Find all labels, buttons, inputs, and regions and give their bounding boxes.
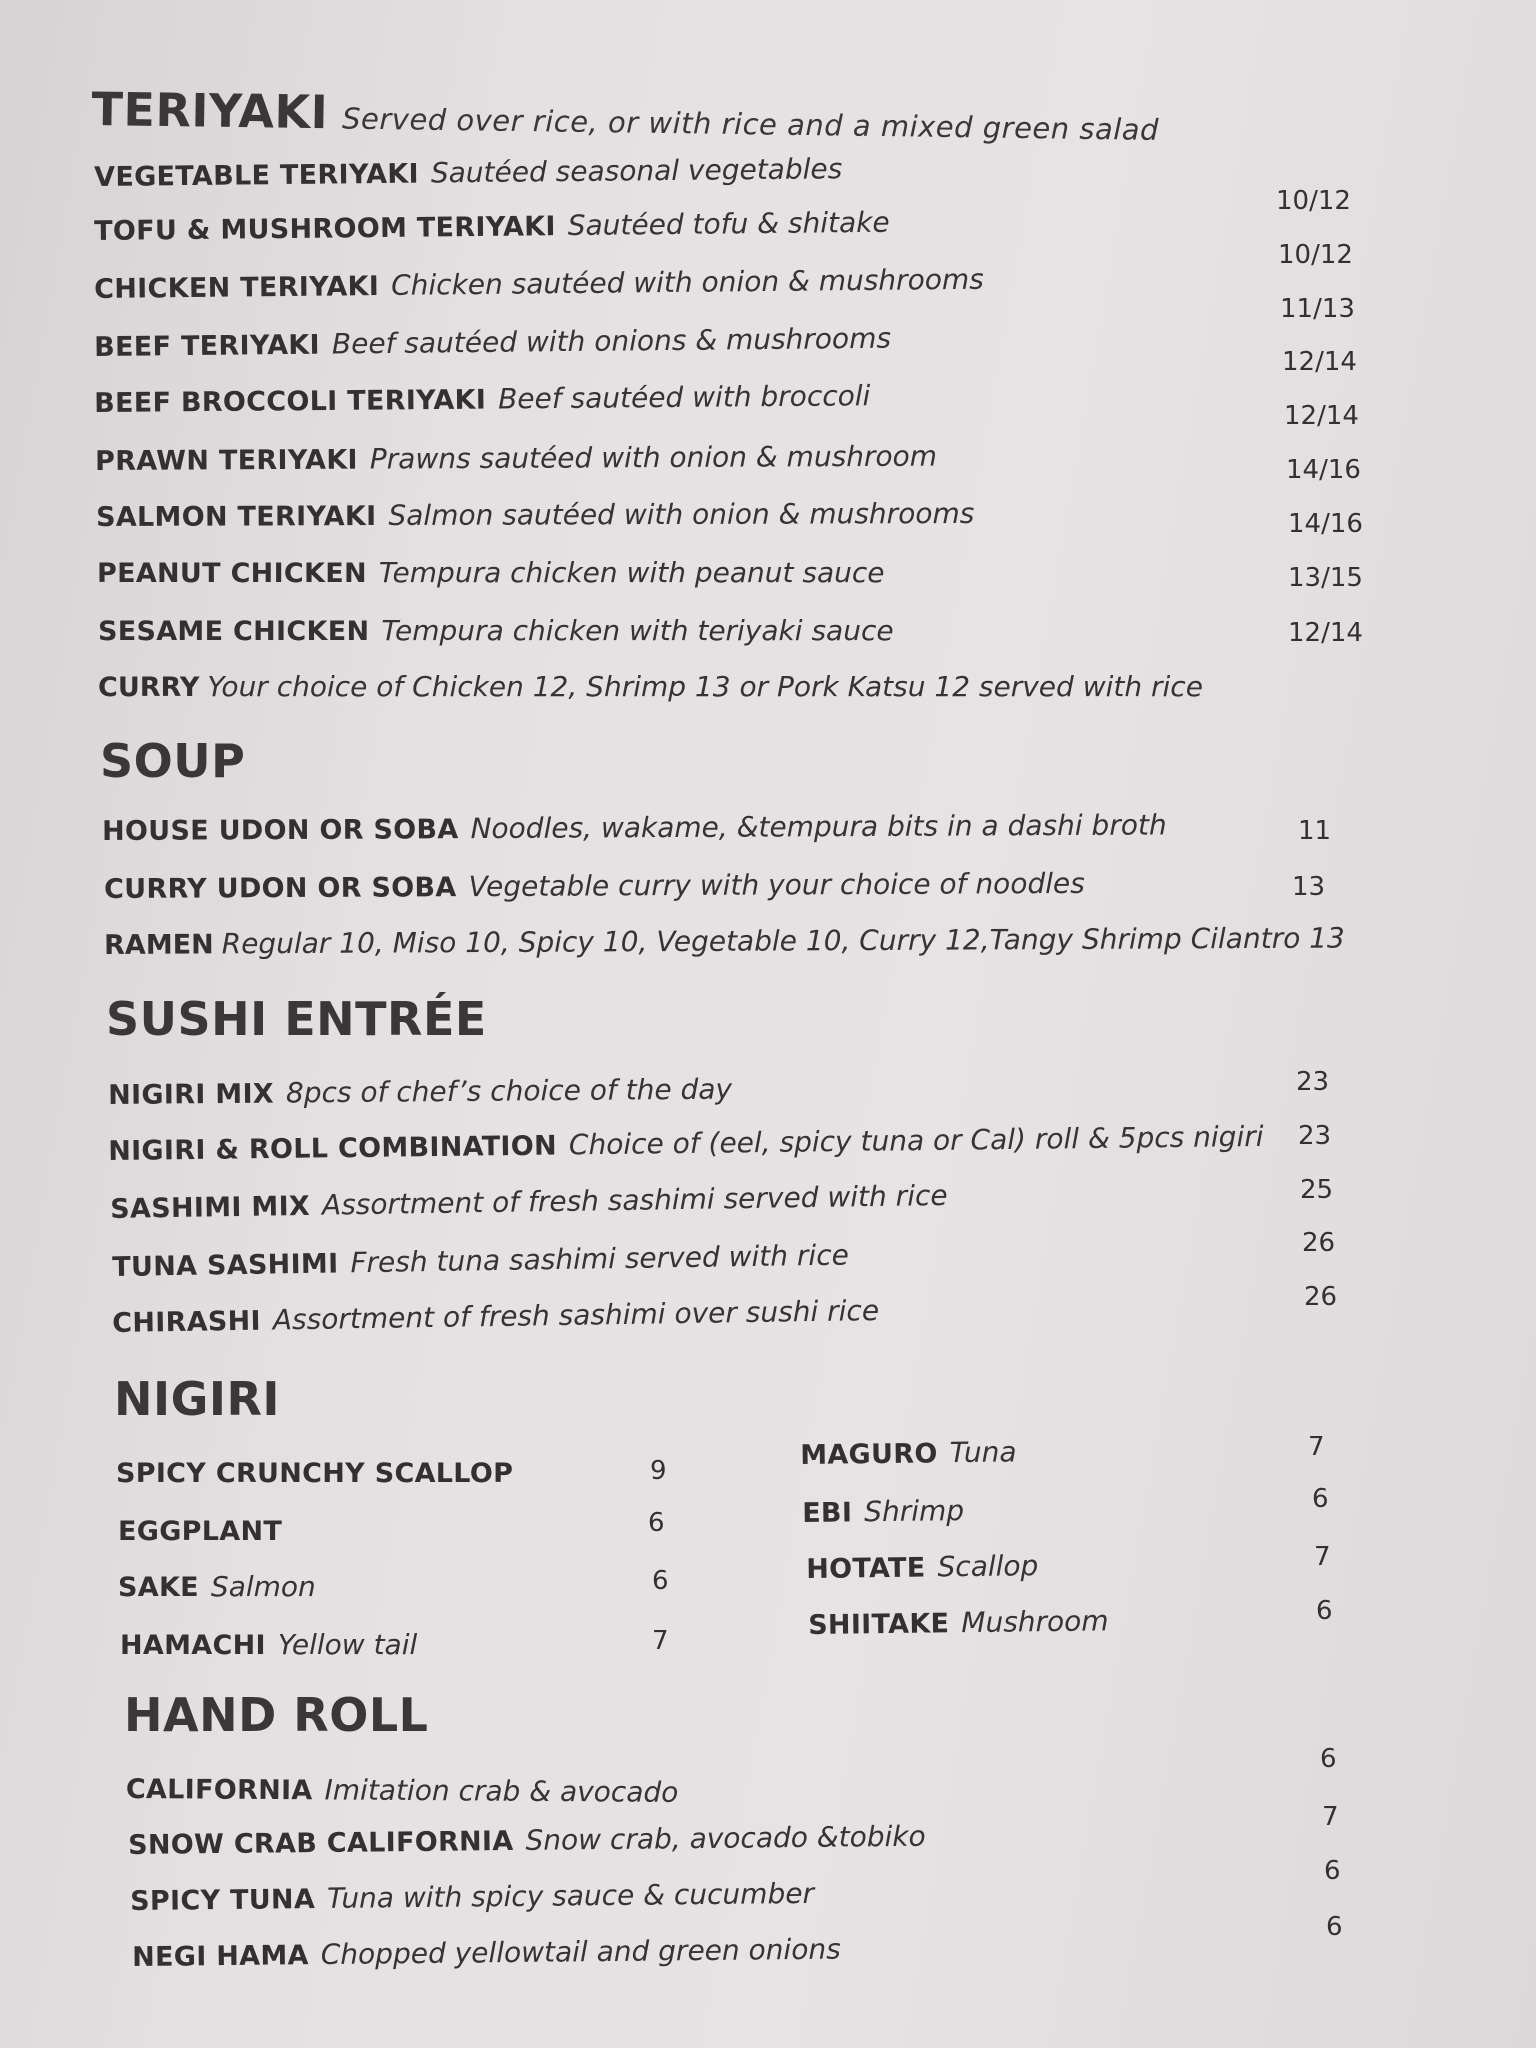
item-description: Tuna with spicy sauce & cucumber: [326, 1876, 815, 1915]
item-description: Sautéed tofu & shitake: [567, 205, 890, 243]
menu-item: [94, 322, 891, 363]
menu-item: [800, 1435, 1017, 1471]
menu-price: 12/14: [1288, 618, 1363, 648]
menu-item: [118, 1514, 294, 1547]
section-title: SOUP: [100, 734, 246, 788]
menu-price: 14/16: [1288, 509, 1363, 539]
menu-item: [108, 1120, 1264, 1167]
item-name: CHICKEN TERIYAKI: [94, 271, 380, 305]
item-name: BEEF BROCCOLI TERIYAKI: [94, 384, 487, 419]
item-description: Noodles, wakame, &tempura bits in a dashi broth: [470, 808, 1167, 846]
menu-price: 10/12: [1276, 186, 1351, 216]
menu-item: [112, 1294, 879, 1339]
menu-item: [112, 1238, 849, 1283]
menu-item: [94, 263, 984, 305]
section-note: Served over rice, or with rice and a mixed green salad: [341, 101, 1160, 147]
item-name: SESAME CHICKEN: [98, 616, 370, 647]
item-description: Choice of (eel, spicy tuna or Cal) roll & 5pcs nigiri: [568, 1119, 1264, 1162]
menu-price: 10/12: [1278, 240, 1353, 270]
item-name: SASHIMI MIX: [110, 1190, 311, 1225]
menu-price: 6: [1312, 1484, 1329, 1514]
menu-item: [128, 1820, 926, 1861]
menu-price: 6: [648, 1508, 665, 1538]
menu-item: [130, 1877, 814, 1917]
item-name: HOTATE: [806, 1552, 926, 1585]
item-name: MAGURO: [800, 1438, 938, 1471]
item-name: SALMON TERIYAKI: [96, 501, 377, 533]
item-name: RAMEN: [104, 929, 214, 961]
menu-price: 6: [1320, 1744, 1337, 1774]
item-name: PEANUT CHICKEN: [97, 558, 367, 589]
item-description: Yellow tail: [277, 1628, 418, 1661]
menu-price: 6: [652, 1566, 669, 1596]
item-description: Tempura chicken with teriyaki sauce: [381, 614, 894, 647]
item-name: SNOW CRAB CALIFORNIA: [128, 1825, 514, 1861]
menu-price: 7: [1308, 1432, 1325, 1462]
menu-item: [126, 1772, 679, 1809]
menu-item: [808, 1604, 1109, 1641]
menu-price: 23: [1298, 1121, 1332, 1151]
item-name: SPICY CRUNCHY SCALLOP: [116, 1458, 514, 1489]
menu-price: 11: [1298, 816, 1332, 846]
menu-price: 12/14: [1282, 347, 1357, 377]
item-name: CHIRASHI: [112, 1305, 262, 1339]
menu-price: 23: [1296, 1067, 1330, 1097]
menu-item: [94, 206, 890, 247]
menu-item: [102, 808, 1167, 847]
menu-item: [802, 1494, 964, 1529]
item-name: EBI: [802, 1497, 853, 1529]
menu-item: [97, 556, 885, 589]
menu-price: 6: [1326, 1912, 1343, 1942]
menu-item: [98, 614, 894, 647]
item-name: NIGIRI & ROLL COMBINATION: [108, 1130, 558, 1167]
menu-price: 13: [1292, 872, 1326, 902]
hand-roll-heading: [124, 1688, 428, 1742]
menu-price: 25: [1300, 1175, 1334, 1205]
item-name: SPICY TUNA: [130, 1884, 316, 1917]
item-name: SHIITAKE: [808, 1608, 950, 1641]
item-name: HOUSE UDON OR SOBA: [102, 814, 459, 847]
menu-price: 7: [1322, 1802, 1339, 1832]
menu-price: 14/16: [1286, 455, 1361, 485]
item-name: TUNA SASHIMI: [112, 1248, 339, 1283]
item-description: Snow crab, avocado &tobiko: [525, 1819, 926, 1857]
menu-item: [108, 1073, 732, 1111]
item-description: Salmon sautéed with onion & mushrooms: [388, 496, 975, 532]
section-title: HAND ROLL: [124, 1688, 429, 1742]
menu-item: [96, 497, 974, 533]
curry-line: [98, 670, 1203, 703]
item-name: PRAWN TERIYAKI: [95, 444, 358, 477]
item-name: CALIFORNIA: [125, 1774, 313, 1807]
menu-price: 11/13: [1280, 294, 1355, 324]
menu-item: [94, 379, 870, 419]
section-title: NIGIRI: [114, 1372, 281, 1426]
nigiri-heading: [114, 1372, 280, 1426]
item-name: VEGETABLE TERIYAKI: [94, 158, 420, 193]
menu-price: 6: [1324, 1856, 1341, 1886]
item-description: 8pcs of chef’s choice of the day: [285, 1072, 733, 1110]
item-description: Imitation crab & avocado: [324, 1773, 679, 1809]
item-description: Tempura chicken with peanut sauce: [378, 556, 885, 589]
item-name: HAMACHI: [120, 1630, 266, 1661]
item-description: Chopped yellowtail and green onions: [320, 1932, 841, 1972]
menu-price: 9: [650, 1456, 667, 1486]
menu-item: [110, 1179, 948, 1225]
soup-heading: [100, 734, 245, 788]
item-description: Vegetable curry with your choice of noodles: [468, 866, 1085, 904]
item-description: Tuna: [949, 1435, 1017, 1470]
item-name: NIGIRI MIX: [108, 1078, 275, 1111]
menu-item: [120, 1628, 417, 1661]
item-name: CURRY UDON OR SOBA: [104, 872, 457, 905]
menu-item: [118, 1570, 316, 1603]
section-title: TERIYAKI: [91, 82, 329, 140]
item-name: BEEF TERIYAKI: [94, 329, 321, 363]
menu-price: 12/14: [1284, 401, 1359, 431]
sushi-entree-heading: [106, 992, 487, 1046]
menu-item: [95, 440, 937, 477]
item-name: TOFU & MUSHROOM TERIYAKI: [94, 211, 556, 247]
item-description: Assortment of fresh sashimi served with rice: [321, 1178, 948, 1222]
item-name: SAKE: [118, 1572, 199, 1603]
menu-item: [94, 152, 842, 193]
item-description: Scallop: [937, 1549, 1039, 1584]
item-name: NEGI HAMA: [132, 1940, 309, 1973]
menu-item: [806, 1549, 1039, 1585]
menu-price: 26: [1304, 1282, 1338, 1312]
item-description: Your choice of Chicken 12, Shrimp 13 or Pork Katsu 12 served with rice: [207, 670, 1203, 703]
item-description: Beef sautéed with onions & mushrooms: [331, 321, 892, 361]
item-description: Assortment of fresh sashimi over sushi rice: [272, 1293, 880, 1337]
ramen-line: [104, 922, 1345, 961]
item-description: Mushroom: [961, 1604, 1109, 1640]
menu-price: 7: [652, 1626, 669, 1656]
item-name: EGGPLANT: [118, 1516, 283, 1547]
menu-item: [104, 867, 1085, 905]
menu-price: 26: [1302, 1228, 1336, 1258]
item-description: Sautéed seasonal vegetables: [430, 152, 843, 190]
section-title: SUSHI ENTRÉE: [106, 992, 487, 1046]
item-description: Regular 10, Miso 10, Spicy 10, Vegetable 10, Curry 12,Tangy Shrimp Cilantro 13: [221, 921, 1345, 961]
item-name: CURRY: [98, 672, 200, 703]
item-description: Shrimp: [863, 1494, 965, 1529]
menu-price: 6: [1316, 1596, 1333, 1626]
menu-item: [116, 1456, 525, 1489]
menu-price: 7: [1314, 1542, 1331, 1572]
item-description: Beef sautéed with broccoli: [497, 379, 871, 416]
menu-price: 13/15: [1288, 563, 1363, 593]
teriyaki-heading: [91, 82, 1159, 151]
item-description: Chicken sautéed with onion & mushrooms: [390, 262, 984, 302]
item-description: Fresh tuna sashimi served with rice: [350, 1238, 850, 1280]
menu-item: [132, 1933, 841, 1973]
item-description: Salmon: [210, 1570, 316, 1603]
item-description: Prawns sautéed with onion & mushroom: [369, 439, 938, 476]
